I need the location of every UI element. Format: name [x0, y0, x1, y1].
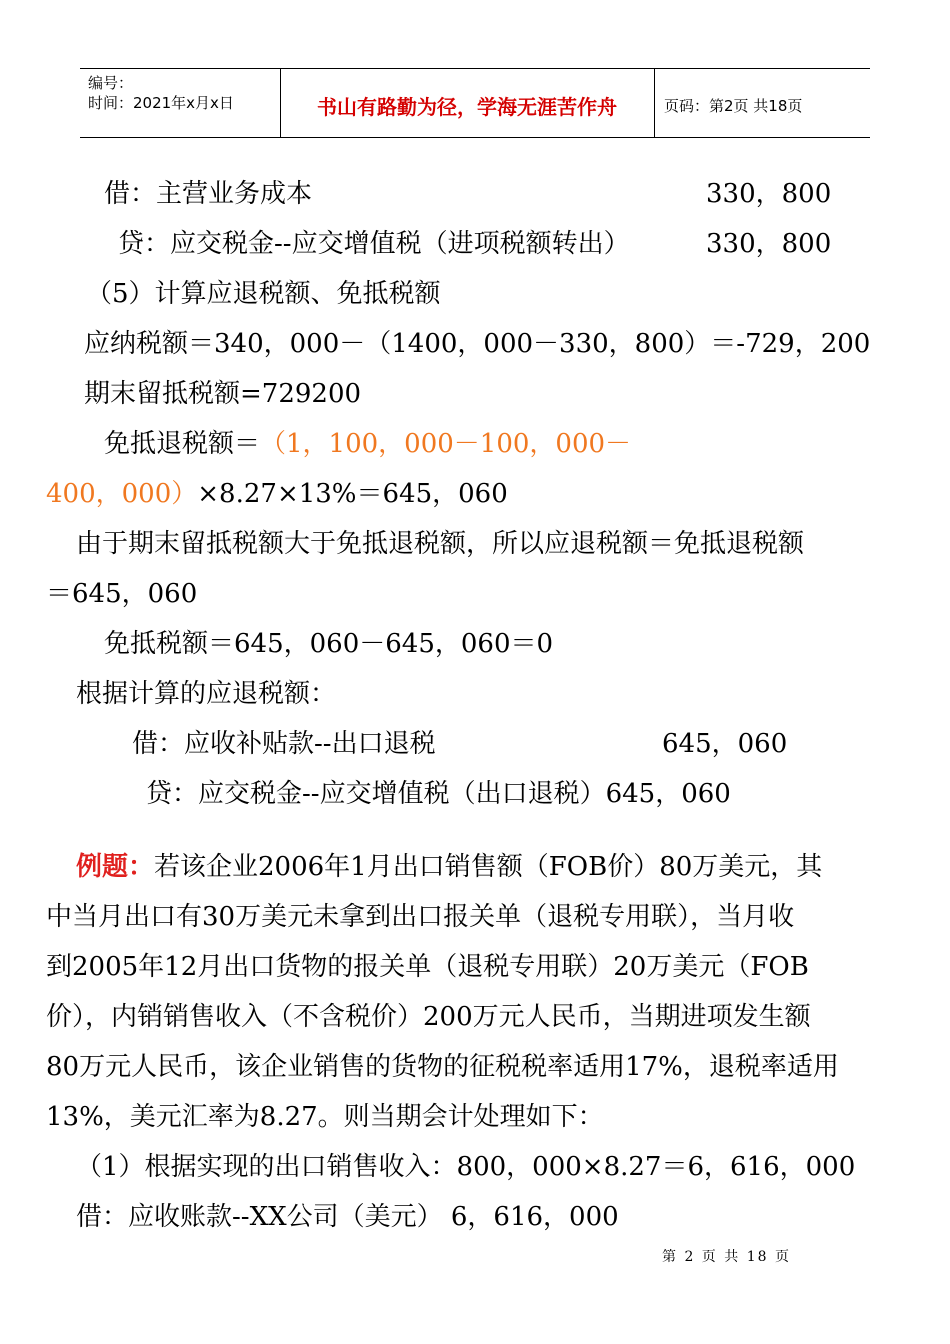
header-time-label: 时间：2021年x月x日	[88, 94, 234, 112]
exempt-refund-highlight-cont: 400，000）	[46, 479, 198, 509]
page-footer: 第 2 页 共 18 页	[662, 1249, 791, 1265]
step-5-heading: （5）计算应退税额、免抵税额	[86, 279, 441, 309]
entry-debit-cost-amount: 330，800	[706, 179, 832, 209]
example-line-2: 中当月出口有30万美元未拿到出口报关单（退税专用联），当月收	[46, 902, 795, 932]
exempt-refund-highlight: （1，100，000－100，000－	[260, 429, 632, 459]
example-step-1: （1）根据实现的出口销售收入：800，000×8.27＝6，616，000	[76, 1152, 856, 1182]
page-header	[80, 68, 870, 138]
entry-debit-cost: 借：主营业务成本	[104, 179, 313, 209]
comparison-result: ＝645，060	[46, 579, 198, 609]
entry-credit-tax-amount: 330，800	[706, 229, 832, 259]
entry-credit-export-refund: 贷：应交税金--应交增值税（出口退税）645，060	[146, 779, 731, 809]
example-line-4: 价），内销销售收入（不含税价）200万元人民币，当期进项发生额	[46, 1002, 811, 1032]
entry-debit-subsidy: 借：应收补贴款--出口退税	[132, 729, 436, 759]
example-entry-receivable: 借：应收账款--XX公司（美元） 6，616，000	[76, 1202, 619, 1232]
example-line-6: 13%，美元汇率为8.27。则当期会计处理如下：	[46, 1102, 604, 1132]
example-label: 例题：	[76, 852, 155, 882]
example-line-5: 80万元人民币，该企业销售的货物的征税税率适用17%，退税率适用	[46, 1052, 839, 1082]
header-motto: 书山有路勤为径，学海无涯苦作舟	[317, 95, 617, 119]
header-divider	[654, 69, 655, 137]
tax-payable-line: 应纳税额＝340，000－（1400，000－330，800）＝-729，200	[84, 329, 871, 359]
header-page-info: 页码：第2页 共18页	[664, 97, 803, 115]
example-line-3: 到2005年12月出口货物的报关单（退税专用联）20万美元（FOB	[46, 952, 809, 982]
refund-basis-line: 根据计算的应退税额：	[76, 679, 337, 709]
exempt-refund-formula: ×8.27×13%＝645，060	[197, 479, 508, 509]
example-line-1	[76, 850, 822, 884]
ending-credit-line: 期末留抵税额=729200	[84, 379, 362, 409]
exempt-refund-line	[104, 427, 631, 461]
example-text-1: 若该企业2006年1月出口销售额（FOB价）80万美元，其	[154, 852, 823, 882]
exempt-refund-label: 免抵退税额＝	[104, 429, 261, 459]
entry-credit-tax: 贷：应交税金--应交增值税（进项税额转出）	[118, 229, 630, 259]
header-meta	[88, 73, 234, 113]
header-number-label: 编号：	[88, 74, 134, 92]
comparison-line: 由于期末留抵税额大于免抵退税额，所以应退税额＝免抵退税额	[76, 529, 805, 559]
exempt-refund-continued	[46, 477, 508, 511]
entry-debit-subsidy-amount: 645，060	[662, 729, 788, 759]
exempt-offset-line: 免抵税额＝645，060－645，060＝0	[104, 629, 554, 659]
